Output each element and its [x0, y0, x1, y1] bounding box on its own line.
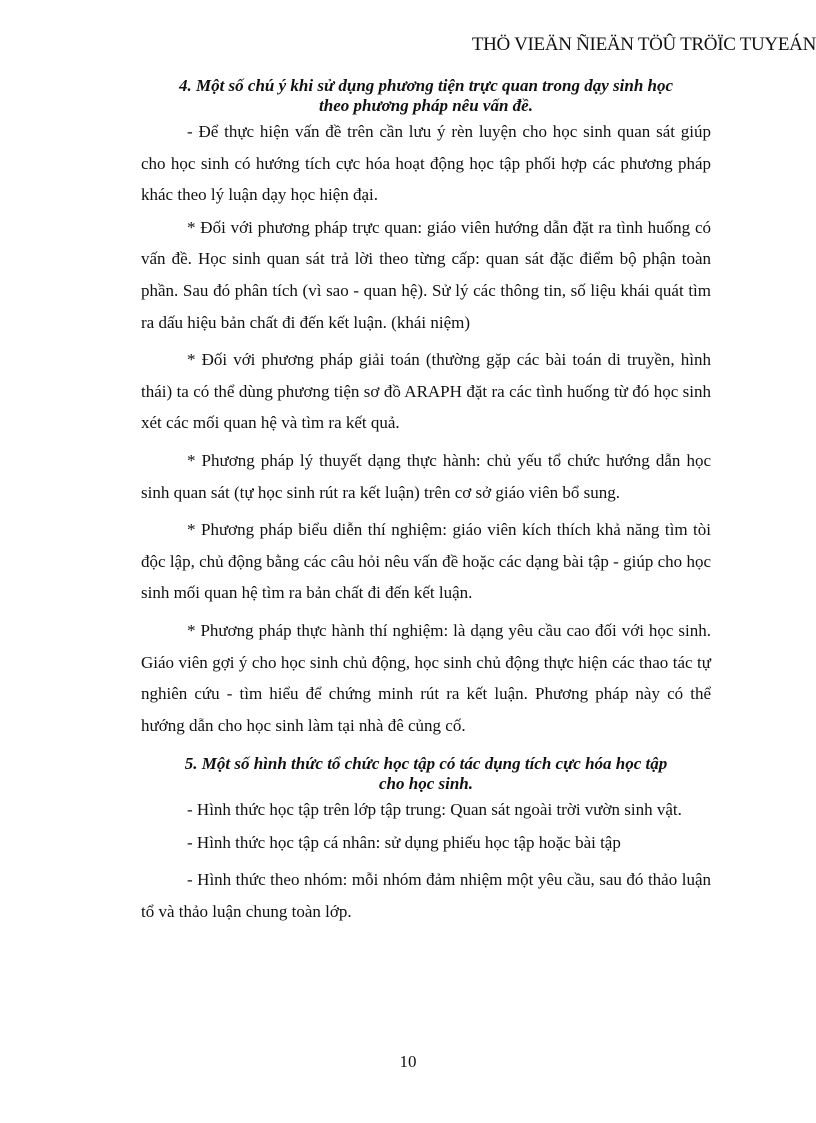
section-heading-4-line1: 4. Một số chú ý khi sử dụng phương tiện trực quan trong dạy sinh học: [178, 76, 674, 95]
document-body: [141, 76, 711, 934]
paragraph: - Hình thức học tập trên lớp tập trung: Quan sát ngoài trời vườn sinh vật.: [187, 800, 682, 820]
paragraph: * Phương pháp lý thuyết dạng thực hành: chủ yếu tổ chức hướng dẫn học sinh quan sát (tự học sinh rút ra kết luận) trên cơ sở giáo viên bổ sung.: [141, 450, 711, 502]
section-heading-4-line2: theo phương pháp nêu vấn đề.: [319, 96, 533, 115]
paragraph: * Phương pháp thực hành thí nghiệm: là dạng yêu cầu cao đối với học sinh. Giáo viên gợi ý cho học sinh chủ động, học sinh chủ động thực hiện các thao tác tự nghiên cứu - tìm hiểu để chứng minh rút ra kết luận. Phương pháp này có thể hướng dẫn cho học sinh làm tại nhà đê củng cố.: [141, 620, 711, 735]
page-header: THÖ VIEÄN ÑIEÄN TÖÛ TRÖÏC TUYEÁN: [471, 34, 816, 55]
section-heading-5: [141, 754, 711, 794]
section-heading-4: [141, 76, 711, 116]
paragraph: - Hình thức học tập cá nhân: sử dụng phiếu học tập hoặc bài tập: [187, 832, 621, 852]
paragraph: - Hình thức theo nhóm: mỗi nhóm đảm nhiệm một yêu cầu, sau đó thảo luận tổ và thảo luận chung toàn lớp.: [141, 870, 711, 922]
paragraph: * Đối với phương pháp trực quan: giáo viên hướng dẫn đặt ra tình huống có vấn đề. Học sinh quan sát trả lời theo từng cấp: quan sát đặc điểm bộ phận toàn phần. Sau đó phân tích (vì sao - quan hệ). Sử lý các thông tin, số liệu khái quát tìm ra dấu hiệu bản chất đi đến kết luận. (khái niệm): [141, 217, 711, 332]
paragraph: - Để thực hiện vấn đề trên cần lưu ý rèn luyện cho học sinh quan sát giúp cho học sinh có hướng tích cực hóa hoạt động học tập phối hợp các phương pháp khác theo lý luận dạy học hiện đại.: [141, 122, 711, 205]
section-heading-5-line1: 5. Một số hình thức tổ chức học tập có tác dụng tích cực hóa học tập: [184, 754, 668, 774]
section-heading-5-line2: cho học sinh.: [379, 774, 473, 794]
paragraph: * Đối với phương pháp giải toán (thường gặp các bài toán di truyền, hình thái) ta có thể dùng phương tiện sơ đồ ARAPH đặt ra các tình huống từ đó học sinh xét các mối quan hệ và tìm ra kết quả.: [141, 350, 711, 433]
page-number: 10: [399, 1052, 417, 1071]
paragraph: * Phương pháp biểu diễn thí nghiệm: giáo viên kích thích khả năng tìm tòi độc lập, chủ động bằng các câu hỏi nêu vấn đề hoặc các dạng bài tập - giúp cho học sinh mối quan hệ tìm ra bản chất đi đến kết luận.: [141, 520, 711, 603]
